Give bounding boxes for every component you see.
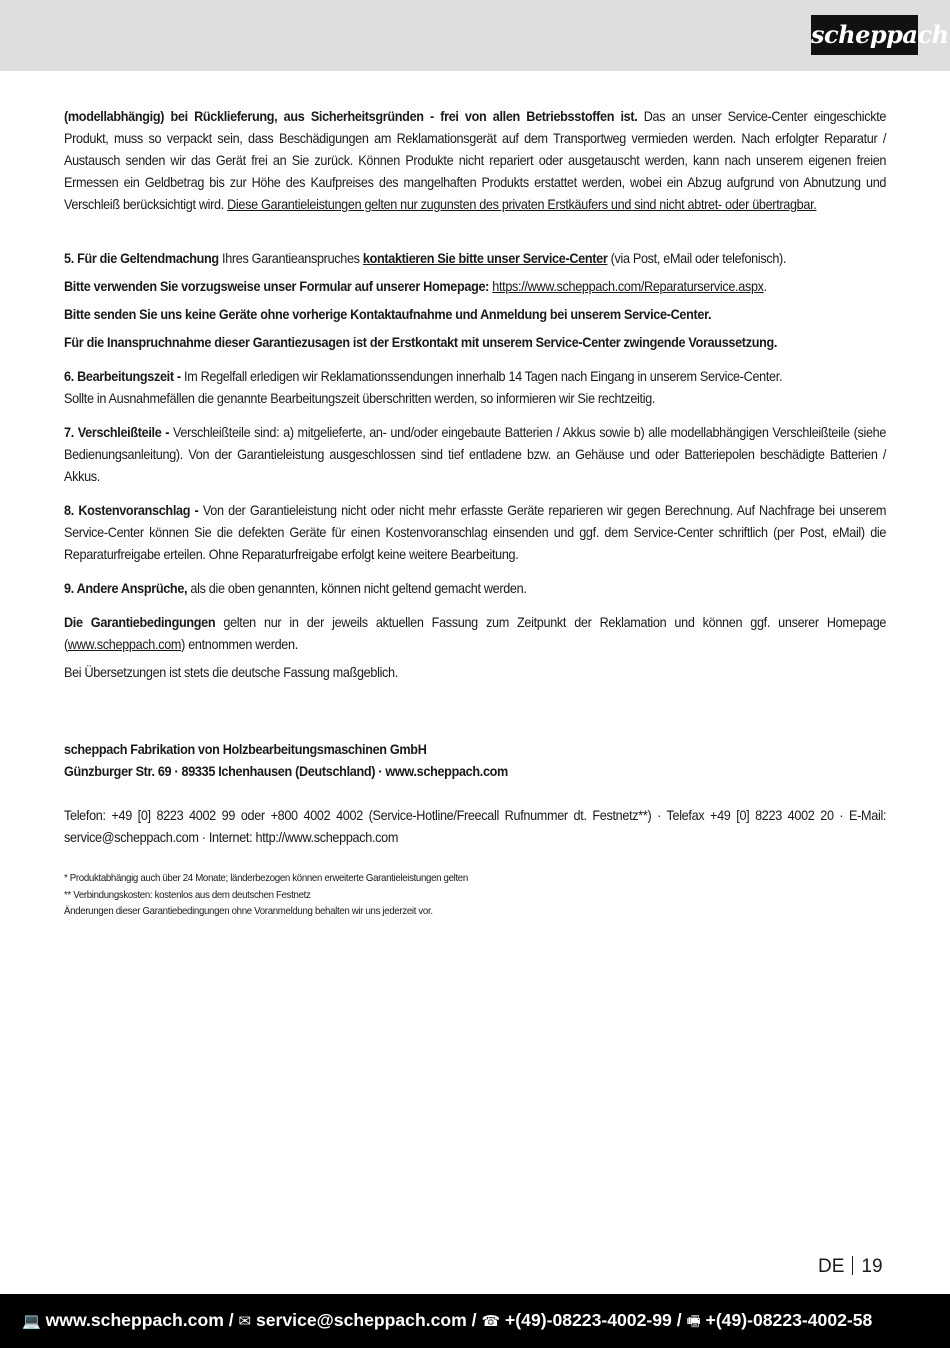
section-5-no-devices	[64, 304, 886, 326]
section-heading: 6. Bearbeitungszeit -	[64, 369, 181, 384]
phone-icon: ☎	[481, 1313, 501, 1330]
footer-mail[interactable]: service@scheppach.com /	[255, 1310, 477, 1330]
footer-fax: +(49)-08223-4002-58	[705, 1310, 873, 1330]
company-name	[64, 739, 886, 761]
contact-service-center: kontaktieren Sie bitte unser Service-Center	[362, 251, 608, 266]
bold-text: Bitte verwenden Sie vorzugsweise unser Formular auf unserer Homepage:	[64, 279, 490, 294]
paragraph-return-conditions	[64, 106, 886, 216]
section-heading: 5. Für die Geltendmachung	[64, 251, 219, 266]
company-contact: Telefon: +49 [0] 8223 4002 99 oder +800 4002 4002 (Service-Hotline/Freecall Rufnummer dt. Festnetz**) · Telefax +49 [0] 8223 4002 20 · E-Mail: service@scheppach.com · Internet: http://www.scheppach.com	[64, 808, 887, 845]
body-text: (via Post, eMail oder telefonisch).	[607, 251, 787, 266]
page-header	[0, 0, 950, 71]
fax-icon: 🖷	[686, 1313, 701, 1330]
section-heading: 9. Andere Ansprüche,	[64, 581, 188, 596]
page-number-value: 19	[861, 1256, 883, 1277]
translation-note: Bei Übersetzungen ist stets die deutsche Fassung maßgeblich.	[64, 665, 398, 680]
scheppach-logo: scheppach	[811, 15, 918, 55]
body-text: als die oben genannten, können nicht geltend gemacht werden.	[187, 581, 527, 596]
language-code: DE	[818, 1256, 845, 1277]
section-5-form	[64, 276, 886, 298]
body-text: gelten nur in der jeweils aktuellen Fassung zum Zeitpunkt der Reklamation und können ggf. unserer Homepage (	[64, 615, 887, 652]
footer-contact-line	[22, 1294, 872, 1348]
footnote-2: ** Verbindungskosten: kostenlos aus dem deutschen Festnetz	[64, 889, 311, 901]
footnote-1: * Produktabhängig auch über 24 Monate; länderbezogen können erweiterte Garantieleistungen gelten	[64, 873, 468, 884]
computer-icon: 💻	[22, 1313, 41, 1330]
page-footer	[0, 1294, 950, 1348]
body-text: Verschleißteile sind: a) mitgelieferte, an- und/oder eingebaute Batterien / Akkus sowie b) alle modellabhängigen Verschleißteile (siehe Bedienungsanleitung). Von der Garantieleistung ausgeschlossen sind tief entladene bzw. an Gehäuse und oder Batteriepolen beschädigte Batterien / Akkus.	[64, 425, 887, 484]
company-address	[64, 761, 886, 783]
section-9-other-claims	[64, 578, 886, 600]
footer-phone: +(49)-08223-4002-99 /	[505, 1310, 682, 1330]
body-text: Ihres Garantieanspruches	[218, 251, 363, 266]
warranty-content	[64, 106, 886, 921]
section-7-wear-parts	[64, 422, 886, 488]
section-8-cost-estimate	[64, 500, 886, 566]
body-text: ) entnommen werden.	[181, 637, 298, 652]
bold-text: Günzburger Str. 69 · 89335 Ichenhausen (Deutschland) · www.scheppach.com	[64, 764, 508, 779]
section-heading: 7. Verschleißteile -	[64, 425, 170, 440]
section-6-processing-time	[64, 366, 886, 410]
repair-service-link[interactable]: https://www.scheppach.com/Reparaturservice.aspx	[492, 279, 764, 294]
section-5-claim	[64, 248, 886, 270]
footer-web[interactable]: www.scheppach.com /	[45, 1310, 234, 1330]
bold-text: Für die Inanspruchnahme dieser Garantiezusagen ist der Erstkontakt mit unserem Service-Center zwingende Voraussetzung.	[64, 335, 778, 350]
page-number	[818, 1256, 883, 1278]
footnote-3: Änderungen dieser Garantiebedingungen ohne Voranmeldung behalten wir uns jederzeit vor.	[64, 906, 433, 917]
body-text: Sollte in Ausnahmefällen die genannte Bearbeitungszeit überschritten werden, so informieren wir Sie rechtzeitig.	[64, 391, 656, 406]
warranty-conditions	[64, 612, 886, 656]
bold-text: scheppach Fabrikation von Holzbearbeitungsmaschinen GmbH	[64, 742, 427, 757]
section-5-first-contact	[64, 332, 886, 354]
bold-text: (modellabhängig) bei Rücklieferung, aus Sicherheitsgründen - frei von allen Betriebsstoffen ist.	[64, 109, 638, 124]
body-text: .	[763, 279, 767, 294]
mail-icon: ✉	[238, 1313, 252, 1330]
section-heading: 8. Kostenvoranschlag -	[64, 503, 199, 518]
body-text: Das an unser Service-Center eingeschickte Produkt, muss so verpackt sein, dass Beschädigungen am Reklamationsgerät auf dem Transportweg vermieden werden. Nach erfolgter Reparatur / Austausch senden wir das Gerät frei an Sie zurück. Können Produkte nicht repariert oder ausgetauscht werden, kann nach unserem eigenen freien Ermessen ein Geldbetrag bis zur Höhe des Kaufpreises des mangelhaften Produkts erstattet werden, wobei ein Abzug aufgrund von Abnutzung und Verschleiß berücksichtigt wird.	[64, 109, 887, 212]
homepage-link[interactable]: www.scheppach.com	[67, 637, 182, 652]
body-text: Von der Garantieleistung nicht oder nicht mehr erfasste Geräte reparieren wir gegen Berechnung. Auf Nachfrage bei unserem Service-Center können Sie die defekten Geräte für einen Kostenvoranschlag einsenden und ggf. dem Service-Center schriftlich (per Post, eMail) die Reparaturfreigabe erteilen. Ohne Reparaturfreigabe erfolgt keine weitere Bearbeitung.	[64, 503, 887, 562]
underlined-text: Diese Garantieleistungen gelten nur zugunsten des privaten Erstkäufers und sind nicht abtret- oder übertragbar.	[227, 197, 817, 212]
body-text: Im Regelfall erledigen wir Reklamationssendungen innerhalb 14 Tagen nach Eingang in unserem Service-Center.	[180, 369, 783, 384]
bold-text: Bitte senden Sie uns keine Geräte ohne vorherige Kontaktaufnahme und Anmeldung bei unserem Service-Center.	[64, 307, 712, 322]
bold-text: Die Garantiebedingungen	[64, 615, 216, 630]
divider	[852, 1256, 853, 1275]
